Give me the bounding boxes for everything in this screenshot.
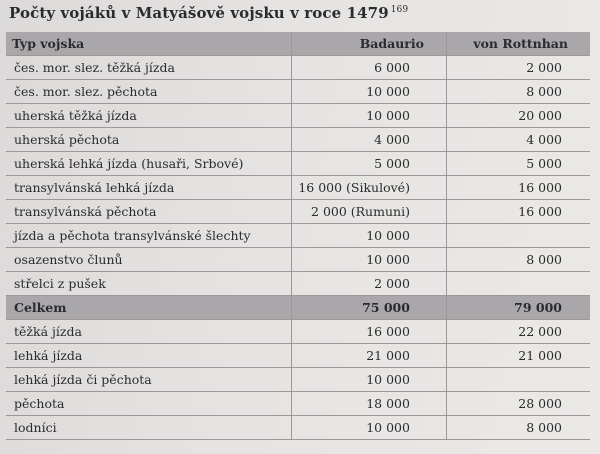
row-badaurio: 4 000 (292, 128, 447, 152)
table-row (6, 344, 590, 368)
row-rottnhan: 8 000 (446, 416, 590, 440)
footnote-marker: 169 (390, 5, 409, 15)
row-type: transylvánská lehká jízda (6, 176, 292, 200)
row-type: lehká jízda či pěchota (6, 368, 292, 392)
row-rottnhan: 21 000 (446, 344, 590, 368)
row-badaurio: 21 000 (292, 344, 447, 368)
row-type: čes. mor. slez. těžká jízda (6, 56, 292, 80)
row-rottnhan: 8 000 (446, 80, 590, 104)
table-row (6, 392, 590, 416)
row-type: pěchota (6, 392, 292, 416)
row-rottnhan (446, 368, 590, 392)
row-badaurio: 18 000 (292, 392, 447, 416)
table-row (6, 176, 590, 200)
row-type: transylvánská pěchota (6, 200, 292, 224)
table-row (6, 248, 590, 272)
table-row (6, 224, 590, 248)
row-badaurio: 10 000 (292, 104, 447, 128)
table-row (6, 272, 590, 296)
row-type: lehká jízda (6, 344, 292, 368)
row-badaurio: 6 000 (292, 56, 447, 80)
row-rottnhan: 2 000 (446, 56, 590, 80)
row-rottnhan: 28 000 (446, 392, 590, 416)
table-row (6, 128, 590, 152)
row-type: osazenstvo člunů (6, 248, 292, 272)
row-type: lodníci (6, 416, 292, 440)
row-badaurio: 10 000 (292, 80, 447, 104)
row-rottnhan: 4 000 (446, 128, 590, 152)
row-badaurio: 10 000 (292, 416, 447, 440)
header-badaurio: Badaurio (292, 32, 447, 56)
row-rottnhan (446, 224, 590, 248)
row-badaurio: 2 000 (292, 272, 447, 296)
header-rottnhan: von Rottnhan (446, 32, 590, 56)
total-row (6, 296, 590, 320)
row-rottnhan: 16 000 (446, 200, 590, 224)
row-type: jízda a pěchota transylvánské šlechty (6, 224, 292, 248)
table-row (6, 416, 590, 440)
row-type: uherská lehká jízda (husaři, Srbové) (6, 152, 292, 176)
row-badaurio: 16 000 (292, 320, 447, 344)
row-badaurio: 16 000 (Sikulové) (292, 176, 447, 200)
row-type: těžká jízda (6, 320, 292, 344)
table-row (6, 56, 590, 80)
total-badaurio: 75 000 (292, 296, 447, 320)
row-type: uherská pěchota (6, 128, 292, 152)
row-badaurio: 10 000 (292, 224, 447, 248)
table-row (6, 80, 590, 104)
table-row (6, 368, 590, 392)
table-row (6, 320, 590, 344)
row-rottnhan: 22 000 (446, 320, 590, 344)
table-title-text: Počty vojáků v Matyášově vojsku v roce 1479 (9, 4, 389, 22)
row-rottnhan: 16 000 (446, 176, 590, 200)
header-row (6, 32, 590, 56)
row-type: čes. mor. slez. pěchota (6, 80, 292, 104)
row-badaurio: 10 000 (292, 248, 447, 272)
table-title (9, 4, 408, 22)
row-rottnhan: 20 000 (446, 104, 590, 128)
row-badaurio: 5 000 (292, 152, 447, 176)
table-row (6, 200, 590, 224)
row-badaurio: 10 000 (292, 368, 447, 392)
row-type: střelci z pušek (6, 272, 292, 296)
row-rottnhan (446, 272, 590, 296)
table-row (6, 152, 590, 176)
row-rottnhan: 5 000 (446, 152, 590, 176)
total-rottnhan: 79 000 (446, 296, 590, 320)
total-label: Celkem (6, 296, 292, 320)
header-type: Typ vojska (6, 32, 292, 56)
row-type: uherská těžká jízda (6, 104, 292, 128)
row-badaurio: 2 000 (Rumuni) (292, 200, 447, 224)
row-rottnhan: 8 000 (446, 248, 590, 272)
troops-table (6, 32, 590, 440)
table-row (6, 104, 590, 128)
